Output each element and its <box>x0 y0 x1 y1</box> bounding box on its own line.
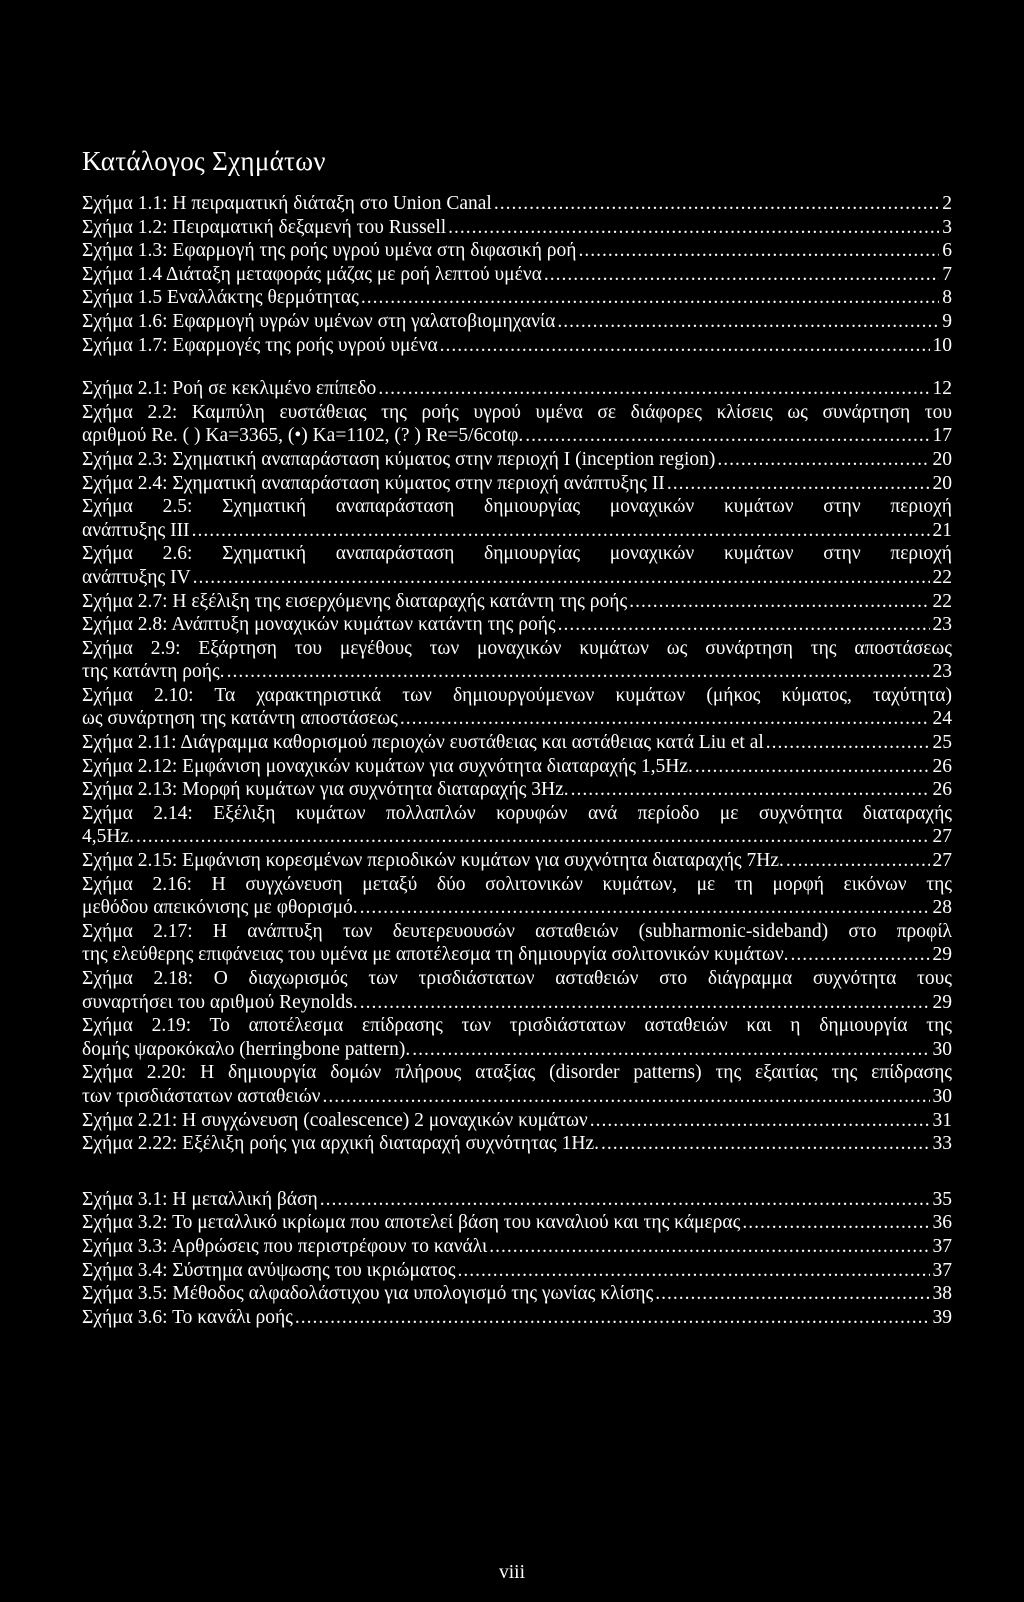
toc-entry[interactable] <box>82 192 952 216</box>
toc-page-number: 25 <box>932 732 952 754</box>
toc-entry[interactable] <box>82 263 952 287</box>
toc-entry-text: συναρτήσει του αριθμού Reynolds. <box>82 991 358 1013</box>
dot-leader <box>695 755 930 779</box>
toc-entry-text: Σχήμα 2.12: Εμφάνιση μοναχικών κυμάτων για συχνότητα διαταραχής 1,5Hz. <box>82 755 693 777</box>
toc-entry-text: ως συνάρτηση της κατάντη αποστάσεως <box>82 708 398 730</box>
toc-page-number: 37 <box>932 1235 952 1257</box>
toc-entry-text: Σχήμα 2.6: Σχηματική αναπαράσταση δημιουργίας μοναχικών κυμάτων στην περιοχή <box>82 543 952 565</box>
toc-entry[interactable] <box>82 239 952 263</box>
toc-page-number: 21 <box>932 519 952 541</box>
toc-page-number: 39 <box>932 1306 952 1328</box>
toc-page-number: 33 <box>932 1133 952 1155</box>
dot-leader <box>192 519 930 543</box>
toc-entry[interactable] <box>82 334 952 358</box>
toc-entry[interactable] <box>82 731 952 755</box>
toc-entry-text: Σχήμα 2.3: Σχηματική αναπαράσταση κύματος στην περιοχή I (inception region) <box>82 448 716 470</box>
toc-entry[interactable] <box>82 448 952 472</box>
toc-entry-text: Σχήμα 3.4: Σύστημα ανύψωσης του ικριώματος <box>82 1259 456 1281</box>
dot-leader <box>322 1085 929 1109</box>
toc-page-number: 20 <box>932 448 952 470</box>
toc-entry[interactable] <box>82 1109 952 1133</box>
toc-entry[interactable] <box>82 967 952 1014</box>
toc-page-number: 30 <box>932 1038 952 1060</box>
toc-entry[interactable] <box>82 802 952 849</box>
toc-page-number: 29 <box>932 991 952 1013</box>
toc-entry[interactable] <box>82 590 952 614</box>
toc-entry-text: Σχήμα 2.9: Εξάρτηση του μεγέθους των μοναχικών κυμάτων ως συνάρτηση της αποστάσεως <box>82 637 952 659</box>
toc-entry-text: Σχήμα 1.4 Διάταξη μεταφοράς μάζας με ροή λεπτού υμένα <box>82 263 542 285</box>
toc-page-number: 20 <box>932 472 952 494</box>
dot-leader <box>786 849 930 873</box>
dot-leader <box>227 660 930 684</box>
toc-entry[interactable] <box>82 778 952 802</box>
toc-page-number: 35 <box>932 1188 952 1210</box>
toc-entry-text: Σχήμα 2.18: Ο διαχωρισμός των τρισδιάστατων ασταθειών στο διάγραμμα συχνότητα τους <box>82 968 952 989</box>
dot-leader <box>544 263 939 287</box>
figure-group <box>82 1188 952 1330</box>
toc-entry-text: Σχήμα 2.14: Εξέλιξη κυμάτων πολλαπλών κορυφών ανά περίοδο με συχνότητα διαταραχής <box>82 802 952 824</box>
toc-entry-text: ανάπτυξης III <box>82 519 190 541</box>
toc-entry-text: της κατάντη ροής. <box>82 661 225 683</box>
toc-entry-text: Σχήμα 3.6: Το κανάλι ροής <box>82 1306 293 1328</box>
toc-page-number: 28 <box>932 897 952 919</box>
toc-entry-text: Σχήμα 3.1: Η μεταλλική βάση <box>82 1188 318 1210</box>
toc-entry[interactable] <box>82 542 952 589</box>
toc-page-number: 9 <box>942 310 952 332</box>
toc-page-number: 38 <box>932 1283 952 1305</box>
toc-page-number: 26 <box>932 779 952 801</box>
toc-page-number: 23 <box>932 661 952 683</box>
toc-entry[interactable] <box>82 1211 952 1235</box>
toc-entry-text: των τρισδιάστατων ασταθειών <box>82 1085 321 1107</box>
toc-page-number: 8 <box>942 287 952 309</box>
toc-entry-text: Σχήμα 2.20: Η δημιουργία δομών πλήρους αταξίας (disorder patterns) της εξαιτίας της επίδρασης <box>82 1062 952 1084</box>
toc-page-number: 36 <box>932 1212 952 1234</box>
toc-page-number: 24 <box>932 708 952 730</box>
page-title: Κατάλογος Σχημάτων <box>82 146 326 176</box>
toc-page-number: 23 <box>932 614 952 636</box>
toc-entry-text: αριθμού Re. ( ) Ka=3365, (•) Ka=1102, (? ) Re=5/6cotφ. <box>82 425 524 447</box>
dot-leader <box>440 334 930 358</box>
toc-entry-text: Σχήμα 2.5: Σχηματική αναπαράσταση δημιουργίας μοναχικών κυμάτων στην περιοχή <box>82 496 952 518</box>
toc-entry-text: 4,5Hz. <box>82 826 134 848</box>
toc-entry-text: Σχήμα 2.19: Το αποτέλεσμα επίδρασης των τρισδιάστατων ασταθειών και η δημιουργία της <box>82 1015 952 1037</box>
toc-page-number: 37 <box>932 1259 952 1281</box>
toc-page-number: 2 <box>942 193 952 214</box>
toc-entry-text: δομής ψαροκόκαλο (herringbone pattern). <box>82 1038 411 1060</box>
toc-entry[interactable] <box>82 377 952 401</box>
toc-entry[interactable] <box>82 1235 952 1259</box>
dot-leader <box>791 943 930 967</box>
dot-leader <box>361 286 939 310</box>
toc-entry[interactable] <box>82 637 952 684</box>
dot-leader <box>571 778 930 802</box>
toc-entry-text: της ελεύθερης επιφάνειας του υμένα με αποτέλεσμα τη δημιουργία σολιτονικών κυμάτων. <box>82 944 789 966</box>
figure-list <box>82 192 952 1329</box>
toc-entry[interactable] <box>82 472 952 496</box>
dot-leader <box>448 216 939 240</box>
toc-page-number: 29 <box>932 944 952 966</box>
dot-leader <box>601 1132 930 1156</box>
toc-entry[interactable] <box>82 613 952 637</box>
dot-leader <box>655 1282 929 1306</box>
toc-entry[interactable] <box>82 1306 952 1330</box>
dot-leader <box>295 1306 930 1330</box>
toc-entry[interactable] <box>82 495 952 542</box>
toc-entry[interactable] <box>82 873 952 920</box>
toc-entry-text: Σχήμα 3.5: Μέθοδος αλφαδολάστιχου για υπολογισμό της γωνίας κλίσης <box>82 1283 654 1305</box>
dot-leader <box>378 377 929 401</box>
toc-entry[interactable] <box>82 1282 952 1306</box>
toc-page-number: 30 <box>932 1085 952 1107</box>
toc-entry[interactable] <box>82 1259 952 1283</box>
toc-entry-text: Σχήμα 2.17: Η ανάπτυξη των δευτερευουσών ασταθειών (subharmonic-sideband) στο προφίλ <box>82 920 952 942</box>
toc-page-number: 27 <box>932 826 952 848</box>
toc-entry-text: Σχήμα 3.2: Το μεταλλικό ικρίωμα που αποτελεί βάση του καναλιού και της κάμερας <box>82 1212 741 1234</box>
dot-leader <box>136 825 930 849</box>
dot-leader <box>558 613 930 637</box>
toc-entry[interactable] <box>82 755 952 779</box>
toc-entry-text: Σχήμα 1.7: Εφαρμογές της ροής υγρού υμένα <box>82 334 438 356</box>
toc-entry-text: Σχήμα 2.7: Η εξέλιξη της εισερχόμενης διαταραχής κατάντη της ροής <box>82 590 628 612</box>
toc-entry[interactable] <box>82 684 952 731</box>
toc-entry-text: Σχήμα 2.10: Τα χαρακτηριστικά των δημιουργούμενων κυμάτων (μήκος κύματος, ταχύτητα) <box>82 684 952 706</box>
dot-leader <box>494 192 939 216</box>
toc-page-number: 6 <box>942 240 952 262</box>
toc-entry[interactable] <box>82 920 952 967</box>
toc-entry[interactable] <box>82 216 952 240</box>
dot-leader <box>489 1235 929 1259</box>
dot-leader <box>193 566 930 590</box>
toc-page-number: 10 <box>932 334 952 356</box>
dot-leader <box>458 1259 930 1283</box>
dot-leader <box>578 239 939 263</box>
toc-page-number: 17 <box>932 425 952 447</box>
toc-entry-text: Σχήμα 2.2: Καμπύλη ευστάθειας της ροής υγρού υμένα σε διάφορες κλίσεις ως συνάρτηση του <box>82 401 952 423</box>
dot-leader <box>557 310 939 334</box>
dot-leader <box>360 991 930 1015</box>
dot-leader <box>629 590 929 614</box>
toc-entry-text: Σχήμα 2.1: Ροή σε κεκλιμένο επίπεδο <box>82 378 377 400</box>
figure-group <box>82 192 952 357</box>
toc-entry-text: Σχήμα 1.6: Εφαρμογή υγρών υμένων στη γαλατοβιομηχανία <box>82 310 556 332</box>
toc-page-number: 22 <box>932 590 952 612</box>
toc-page-number: 3 <box>942 216 952 238</box>
toc-entry-text: Σχήμα 2.21: Η συγχώνευση (coalescence) 2 μοναχικών κυμάτων <box>82 1109 588 1131</box>
dot-leader <box>320 1188 930 1212</box>
toc-entry[interactable] <box>82 1188 952 1212</box>
toc-entry-text: ανάπτυξης IV <box>82 566 191 588</box>
toc-entry[interactable] <box>82 849 952 873</box>
dot-leader <box>525 424 929 448</box>
dot-leader <box>590 1109 930 1133</box>
dot-leader <box>766 731 930 755</box>
toc-page-number: 7 <box>942 263 952 285</box>
dot-leader <box>667 472 930 496</box>
toc-entry[interactable] <box>82 401 952 448</box>
toc-entry-text: Σχήμα 3.3: Αρθρώσεις που περιστρέφουν το κανάλι <box>82 1235 488 1257</box>
toc-entry-text: Σχήμα 1.3: Εφαρμογή της ροής υγρού υμένα στη διφασική ροή <box>82 240 577 262</box>
toc-page-number: 26 <box>932 755 952 777</box>
toc-entry-text: Σχήμα 1.5 Εναλλάκτης θερμότητας <box>82 287 359 309</box>
dot-leader <box>742 1211 929 1235</box>
toc-entry-text: Σχήμα 2.22: Εξέλιξη ροής για αρχική διαταραχή συχνότητας 1Hz. <box>82 1133 599 1155</box>
toc-entry-text: Σχήμα 2.11: Διάγραμμα καθορισμού περιοχών ευστάθειας και αστάθειας κατά Liu et al <box>82 732 764 754</box>
toc-entry-text: Σχήμα 2.13: Μορφή κυμάτων για συχνότητα διαταραχής 3Hz. <box>82 779 569 801</box>
toc-page-number: 27 <box>932 850 952 872</box>
toc-entry-text: Σχήμα 1.2: Πειραματική δεξαμενή του Russell <box>82 216 447 238</box>
toc-entry-text: Σχήμα 2.4: Σχηματική αναπαράσταση κύματος στην περιοχή ανάπτυξης II <box>82 472 665 494</box>
toc-page-number: 12 <box>932 378 952 400</box>
toc-page-number: 22 <box>932 566 952 588</box>
toc-entry-text: Σχήμα 2.16: Η συγχώνευση μεταξύ δύο σολιτονικών κυμάτων, με τη μορφή εικόνων της <box>82 873 952 895</box>
dot-leader <box>717 448 929 472</box>
dot-leader <box>400 707 930 731</box>
dot-leader <box>360 896 930 920</box>
toc-entry-text: Σχήμα 2.15: Εμφάνιση κορεσμένων περιοδικών κυμάτων για συχνότητα διαταραχής 7Hz. <box>82 850 784 872</box>
toc-entry[interactable] <box>82 1132 952 1156</box>
toc-entry[interactable] <box>82 1014 952 1061</box>
toc-entry-text: Σχήμα 2.8: Ανάπτυξη μοναχικών κυμάτων κατάντη της ροής <box>82 614 556 636</box>
dot-leader <box>412 1038 929 1062</box>
toc-entry-text: μεθόδου απεικόνισης με φθορισμό. <box>82 897 358 919</box>
toc-entry[interactable] <box>82 310 952 334</box>
page-number: viii <box>498 1562 525 1583</box>
toc-entry[interactable] <box>82 1061 952 1108</box>
toc-page-number: 31 <box>932 1109 952 1131</box>
figure-group <box>82 377 952 1156</box>
toc-entry-text: Σχήμα 1.1: Η πειραματική διάταξη στο Union Canal <box>82 193 492 214</box>
toc-entry[interactable] <box>82 286 952 310</box>
